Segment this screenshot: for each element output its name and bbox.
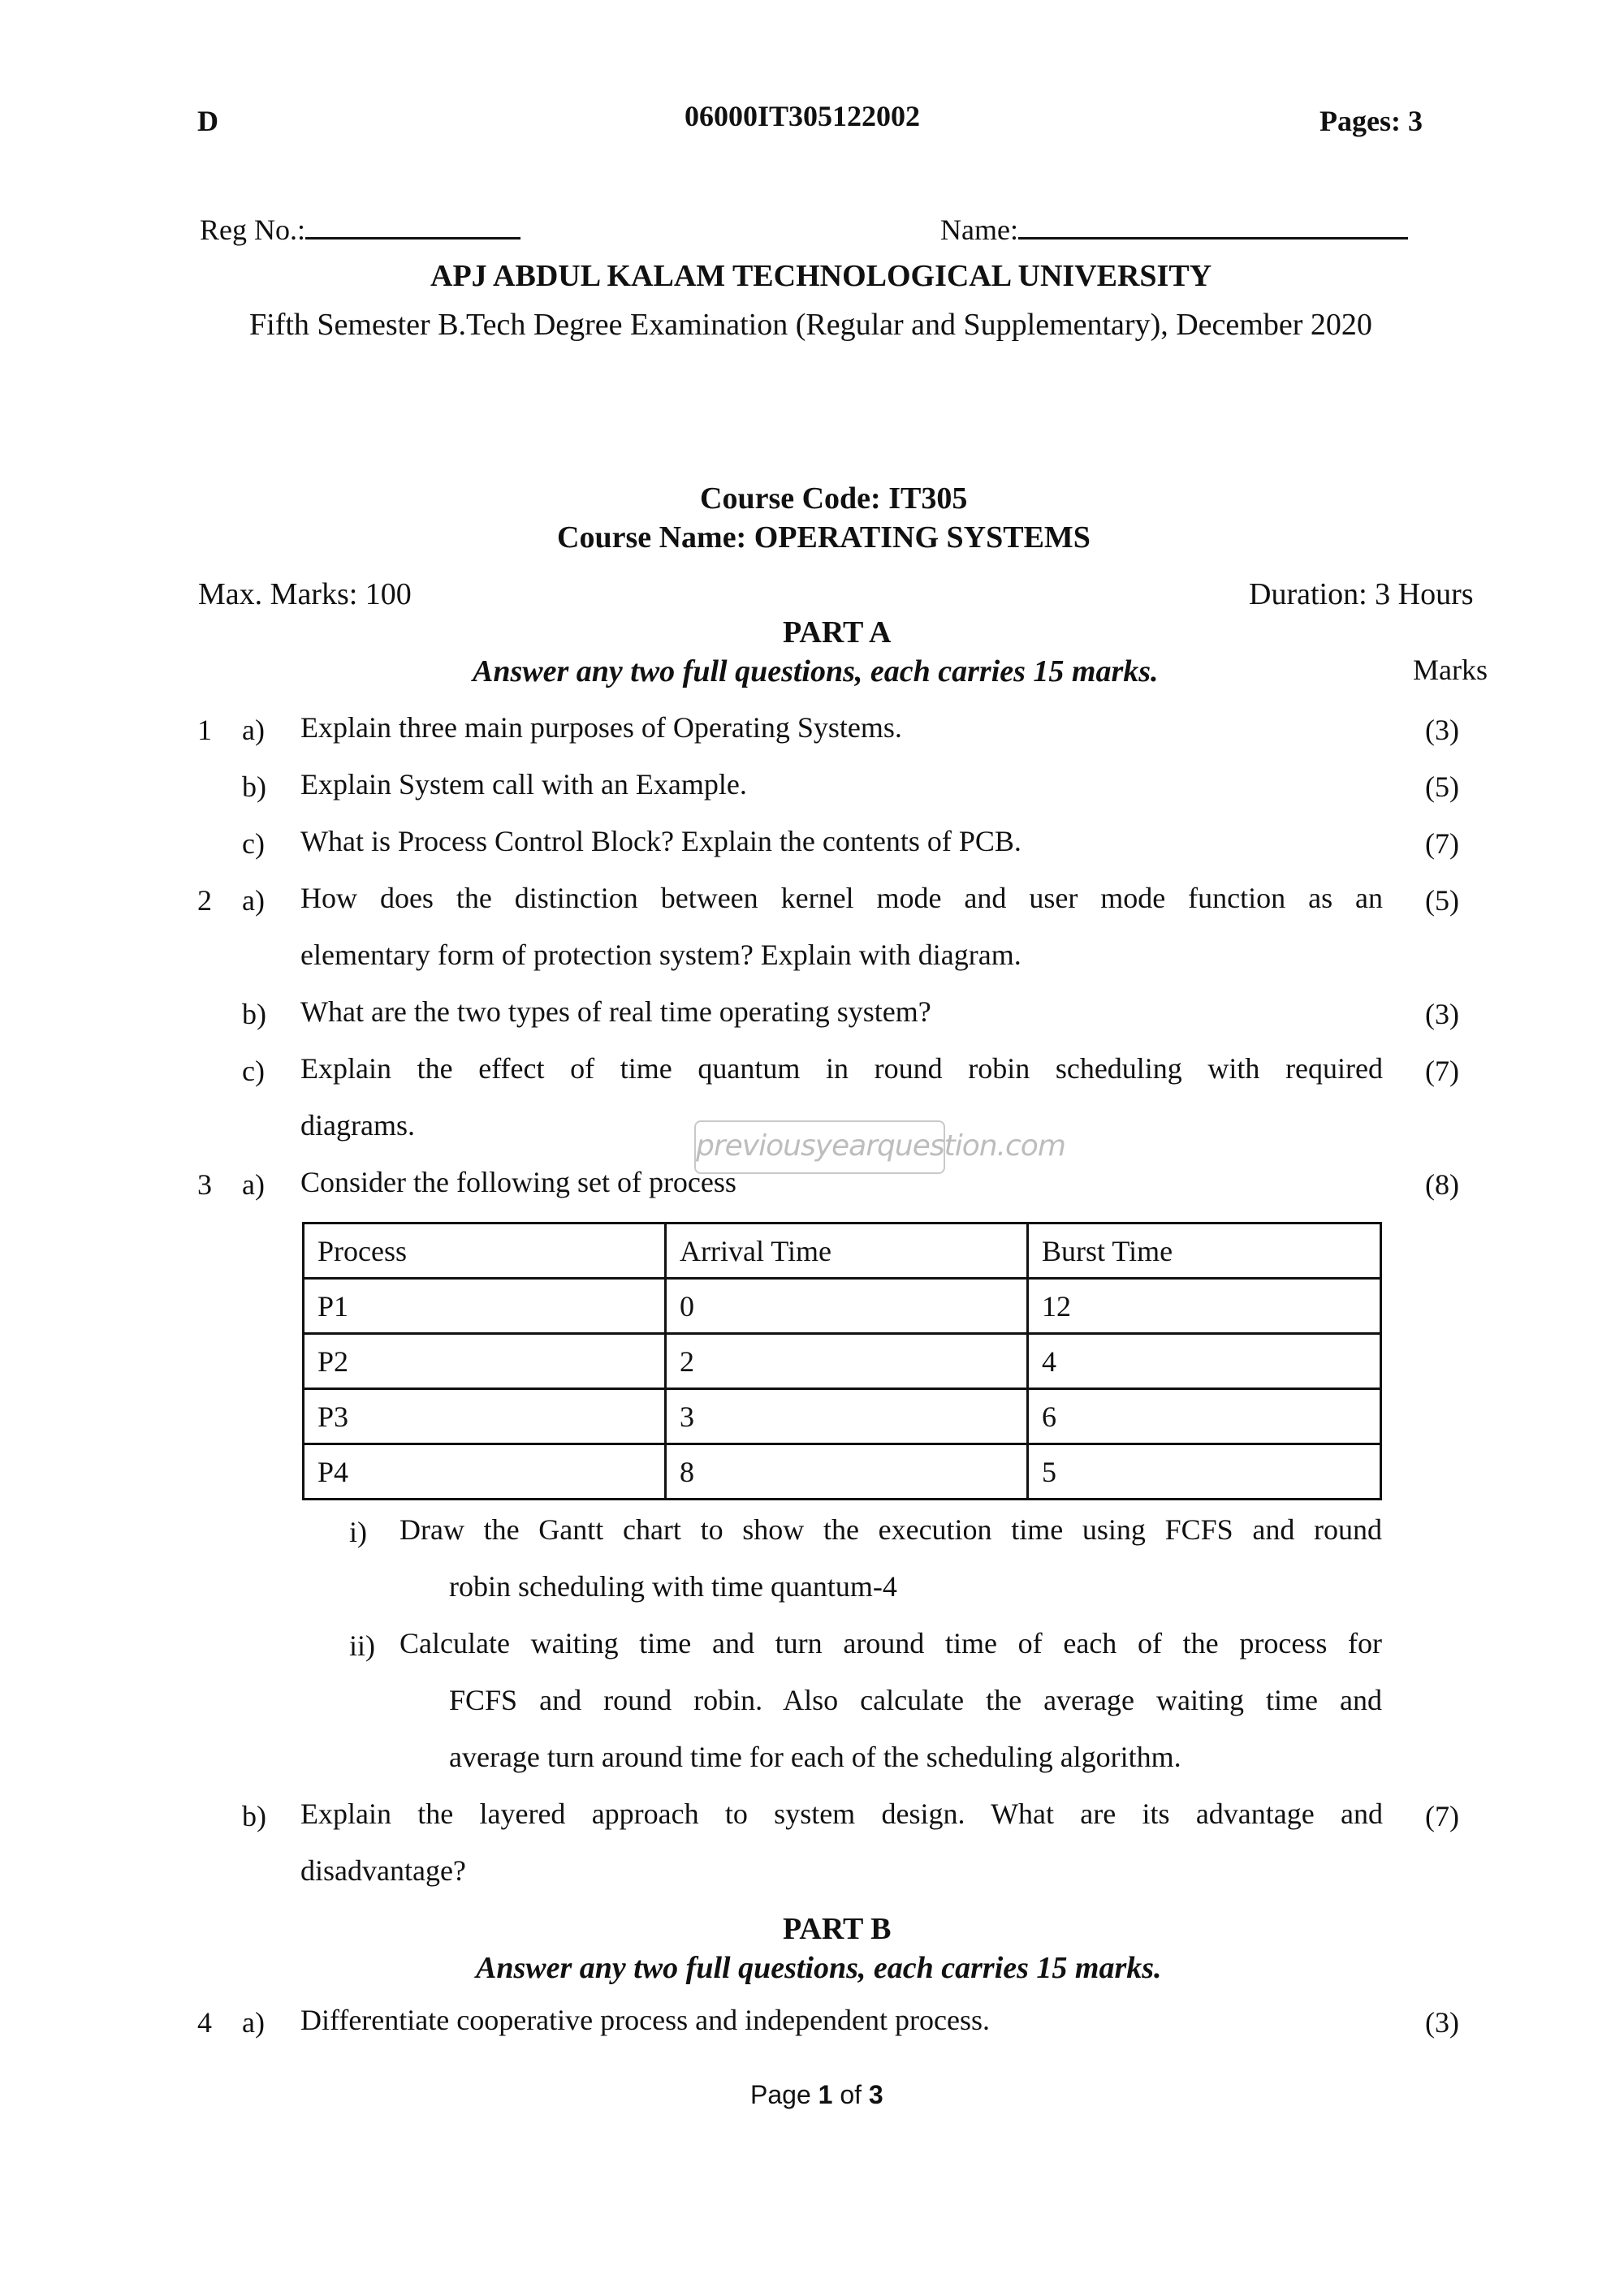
question-text: Explain the layered approach to system design. What are its advantage and [300, 1798, 1383, 1830]
question-text: What are the two types of real time operating system? [300, 995, 931, 1028]
question-marks: (7) [1425, 1055, 1459, 1087]
table-header-cell: Burst Time [1028, 1224, 1381, 1279]
table-cell: 4 [1028, 1334, 1381, 1389]
reg-no-label: Reg No.: [200, 214, 305, 246]
sub-item-label: i) [349, 1516, 367, 1548]
table-row [304, 1334, 1381, 1389]
table-row [304, 1444, 1381, 1500]
question-text: Draw the Gantt chart to show the execution time using FCFS and round [400, 1513, 1382, 1546]
question-text: average turn around time for each of the scheduling algorithm. [449, 1741, 1181, 1773]
table-row [304, 1389, 1381, 1444]
question-marks: (7) [1425, 1800, 1459, 1832]
university-name: APJ ABDUL KALAM TECHNOLOGICAL UNIVERSITY [430, 259, 1212, 293]
sub-label: a) [242, 1168, 265, 1201]
table-header-cell: Arrival Time [666, 1224, 1028, 1279]
table-cell: 3 [666, 1389, 1028, 1444]
sub-label: c) [242, 1055, 265, 1087]
page-footer [750, 2080, 883, 2110]
name-blank [1018, 209, 1408, 240]
set-code: D [197, 105, 218, 137]
part-b-instruction: Answer any two full questions, each carries 15 marks. [476, 1951, 1162, 1985]
question-text: disadvantage? [300, 1854, 466, 1887]
sub-label: a) [242, 714, 265, 746]
duration: Duration: 3 Hours [1249, 577, 1474, 611]
reg-no-blank [305, 209, 520, 240]
table-header-cell: Process [304, 1224, 666, 1279]
paper-code: 06000IT305122002 [685, 100, 921, 132]
question-number: 2 [197, 884, 212, 917]
max-marks: Max. Marks: 100 [198, 577, 412, 611]
question-text: Differentiate cooperative process and independent process. [300, 2004, 990, 2036]
table-cell: 8 [666, 1444, 1028, 1500]
question-marks: (7) [1425, 827, 1459, 860]
question-text: diagrams. [300, 1109, 415, 1142]
table-cell: 5 [1028, 1444, 1381, 1500]
footer-total-pages: 3 [868, 2080, 883, 2109]
question-marks: (5) [1425, 770, 1459, 803]
question-marks: (3) [1425, 714, 1459, 746]
reg-no-field [200, 209, 520, 247]
question-text: FCFS and round robin. Also calculate the average waiting time and [449, 1684, 1382, 1716]
question-number: 1 [197, 714, 212, 746]
sub-item-label: ii) [349, 1629, 375, 1662]
table-cell: 0 [666, 1279, 1028, 1334]
question-text: robin scheduling with time quantum-4 [449, 1570, 897, 1603]
part-a-title: PART A [783, 615, 892, 650]
question-text: What is Process Control Block? Explain the contents of PCB. [300, 825, 1021, 857]
table-header-row [304, 1224, 1381, 1279]
name-label: Name: [940, 214, 1018, 246]
name-field [940, 209, 1408, 247]
sub-label: b) [242, 1800, 266, 1832]
question-text: Explain three main purposes of Operating Systems. [300, 711, 902, 744]
question-number: 4 [197, 2006, 212, 2039]
watermark: previousyearquestion.com [694, 1120, 945, 1174]
table-cell: 6 [1028, 1389, 1381, 1444]
footer-middle: of [832, 2080, 869, 2109]
process-table [302, 1222, 1382, 1500]
question-marks: (5) [1425, 884, 1459, 917]
question-text: Explain the effect of time quantum in round robin scheduling with required [300, 1052, 1383, 1085]
question-number: 3 [197, 1168, 212, 1201]
question-marks: (3) [1425, 2006, 1459, 2039]
question-text: How does the distinction between kernel mode and user mode function as an [300, 882, 1383, 914]
question-text: Calculate waiting time and turn around time of each of the process for [400, 1627, 1382, 1659]
table-cell: P2 [304, 1334, 666, 1389]
table-row [304, 1279, 1381, 1334]
question-marks: (8) [1425, 1168, 1459, 1201]
question-text: Consider the following set of process [300, 1166, 736, 1198]
part-a-instruction: Answer any two full questions, each carries 15 marks. [473, 654, 1159, 688]
sub-label: b) [242, 998, 266, 1030]
table-cell: 12 [1028, 1279, 1381, 1334]
sub-label: c) [242, 827, 265, 860]
course-name: Course Name: OPERATING SYSTEMS [557, 520, 1091, 555]
sub-label: a) [242, 884, 265, 917]
part-b-title: PART B [783, 1912, 892, 1946]
table-cell: P4 [304, 1444, 666, 1500]
sub-label: a) [242, 2006, 265, 2039]
footer-prefix: Page [750, 2080, 818, 2109]
question-text: elementary form of protection system? Explain with diagram. [300, 939, 1021, 971]
table-cell: P3 [304, 1389, 666, 1444]
course-code: Course Code: IT305 [700, 481, 968, 516]
table-cell: P1 [304, 1279, 666, 1334]
page-count: Pages: 3 [1320, 105, 1423, 137]
table-cell: 2 [666, 1334, 1028, 1389]
footer-current-page: 1 [818, 2080, 833, 2109]
question-text: Explain System call with an Example. [300, 768, 747, 801]
question-marks: (3) [1425, 998, 1459, 1030]
marks-header: Marks [1413, 654, 1488, 686]
sub-label: b) [242, 770, 266, 803]
exam-title: Fifth Semester B.Tech Degree Examination (Regular and Supplementary), December 2020 [249, 308, 1372, 342]
